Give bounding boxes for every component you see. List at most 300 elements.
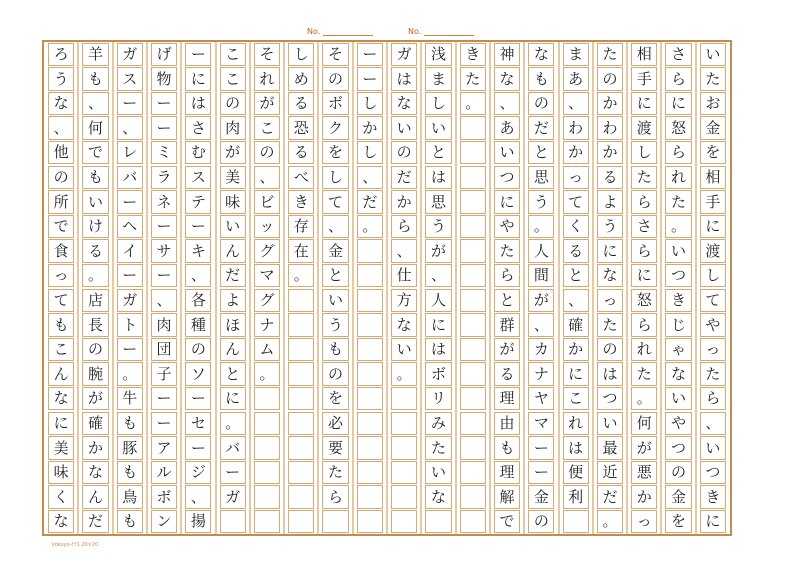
manuscript-char: な <box>671 364 687 383</box>
manuscript-char: た <box>705 364 721 383</box>
manuscript-char: る <box>568 241 584 260</box>
manuscript-char: き <box>293 192 309 211</box>
manuscript-char: や <box>671 414 687 432</box>
manuscript-char: く <box>568 217 584 236</box>
manuscript-char: ん <box>225 241 241 260</box>
manuscript-char: ボ <box>328 94 344 113</box>
manuscript-char: 腕 <box>87 364 103 383</box>
manuscript-char: 確 <box>568 315 584 334</box>
manuscript-char: は <box>430 340 446 359</box>
manuscript-char: 、 <box>568 94 584 113</box>
manuscript-char: ガ <box>396 45 412 63</box>
manuscript-column <box>216 42 250 534</box>
manuscript-char: の <box>396 143 412 162</box>
manuscript-char: と <box>225 364 241 383</box>
manuscript-char: ト <box>122 315 138 334</box>
manuscript-column <box>456 42 490 534</box>
manuscript-char: が <box>225 143 241 162</box>
manuscript-char: も <box>53 315 69 334</box>
manuscript-char: い <box>705 438 721 457</box>
manuscript-char: 思 <box>430 192 446 211</box>
manuscript-char: 美 <box>53 438 69 457</box>
manuscript-char: ッ <box>259 217 275 236</box>
manuscript-char: マ <box>259 266 275 285</box>
grid-cell <box>357 239 383 263</box>
manuscript-char: れ <box>259 69 275 88</box>
manuscript-char: が <box>533 291 549 309</box>
manuscript-char: 子 <box>156 364 172 383</box>
manuscript-char: に <box>636 266 652 285</box>
manuscript-char: て <box>568 192 584 211</box>
manuscript-char: イ <box>122 241 138 260</box>
manuscript-char: か <box>362 118 378 137</box>
grid-cell <box>460 485 486 509</box>
manuscript-char: 何 <box>636 414 652 432</box>
manuscript-char: ヘ <box>122 217 138 236</box>
grid-cell <box>460 387 486 411</box>
manuscript-char: の <box>328 364 344 383</box>
manuscript-char: っ <box>636 512 652 531</box>
manuscript-char: 相 <box>636 45 652 63</box>
manuscript-char: 種 <box>190 315 206 334</box>
manuscript-char: の <box>53 168 69 186</box>
grid-cell <box>357 362 383 386</box>
manuscript-char: め <box>293 69 309 88</box>
manuscript-char: 近 <box>602 463 618 482</box>
manuscript-char: ー <box>122 94 138 113</box>
manuscript-char: た <box>465 69 481 88</box>
manuscript-char: ボ <box>430 364 446 383</box>
manuscript-char: い <box>430 463 446 482</box>
manuscript-char: 食 <box>53 241 69 260</box>
manuscript-char: ナ <box>259 315 275 334</box>
manuscript-char: 人 <box>533 241 549 260</box>
grid-cell <box>460 190 486 214</box>
manuscript-char: っ <box>53 266 69 285</box>
manuscript-char: も <box>122 512 138 531</box>
manuscript-char: ん <box>87 487 103 506</box>
manuscript-char: け <box>87 217 103 236</box>
manuscript-char: ラ <box>156 168 172 186</box>
manuscript-char: べ <box>293 168 309 186</box>
grid-cell <box>254 436 280 460</box>
manuscript-char: か <box>636 487 652 506</box>
manuscript-char: る <box>602 168 618 186</box>
manuscript-char: な <box>396 315 412 334</box>
manuscript-char: た <box>636 364 652 383</box>
manuscript-char: う <box>533 192 549 211</box>
grid-cell <box>288 436 314 460</box>
manuscript-char: 手 <box>636 69 652 88</box>
manuscript-char: テ <box>190 192 206 211</box>
manuscript-char: ス <box>190 168 206 186</box>
grid-cell <box>460 116 486 140</box>
manuscript-char: 必 <box>328 414 344 432</box>
manuscript-char: ら <box>671 143 687 162</box>
manuscript-paper <box>42 40 732 536</box>
manuscript-char: ガ <box>122 291 138 309</box>
grid-cell <box>357 485 383 509</box>
manuscript-column <box>78 42 112 534</box>
manuscript-char: 所 <box>53 192 69 211</box>
manuscript-char: 浅 <box>430 45 446 63</box>
manuscript-char: だ <box>396 168 412 186</box>
manuscript-char: ナ <box>533 364 549 383</box>
manuscript-char: バ <box>122 168 138 186</box>
grid-cell <box>357 313 383 337</box>
manuscript-char: グ <box>259 241 275 260</box>
manuscript-char: ク <box>328 118 344 137</box>
manuscript-char: し <box>362 94 378 113</box>
manuscript-char: 、 <box>533 315 549 334</box>
manuscript-char: 、 <box>87 94 103 113</box>
manuscript-char: い <box>328 291 344 309</box>
manuscript-char: ン <box>156 512 172 531</box>
manuscript-char: い <box>671 241 687 260</box>
manuscript-char: こ <box>53 340 69 359</box>
manuscript-char: ら <box>636 315 652 334</box>
manuscript-char: 。 <box>465 94 481 113</box>
manuscript-char: リ <box>430 389 446 408</box>
manuscript-char: の <box>328 69 344 88</box>
grid-cell <box>357 436 383 460</box>
manuscript-char: む <box>190 143 206 162</box>
manuscript-char: だ <box>87 512 103 531</box>
manuscript-char: こ <box>225 69 241 88</box>
manuscript-char: 。 <box>671 217 687 236</box>
manuscript-char: 、 <box>190 266 206 285</box>
manuscript-char: や <box>705 315 721 334</box>
manuscript-char: で <box>53 217 69 236</box>
manuscript-char: こ <box>259 118 275 137</box>
manuscript-char: 。 <box>87 266 103 285</box>
manuscript-char: っ <box>602 291 618 309</box>
manuscript-char: 群 <box>499 315 515 334</box>
manuscript-char: ガ <box>122 45 138 63</box>
manuscript-char: 悪 <box>636 463 652 482</box>
manuscript-char: 店 <box>87 291 103 309</box>
grid-cell <box>254 461 280 485</box>
manuscript-char: ー <box>122 192 138 211</box>
manuscript-char: 金 <box>328 241 344 260</box>
manuscript-char: な <box>602 266 618 285</box>
manuscript-char: 、 <box>122 118 138 137</box>
grid-cell <box>288 289 314 313</box>
manuscript-char: か <box>602 94 618 113</box>
manuscript-column <box>353 42 387 534</box>
manuscript-char: か <box>568 143 584 162</box>
grid-cell <box>357 510 383 534</box>
manuscript-char: し <box>362 143 378 162</box>
manuscript-char: ー <box>122 266 138 285</box>
manuscript-char: だ <box>362 192 378 211</box>
manuscript-char: か <box>396 192 412 211</box>
manuscript-char: に <box>225 389 241 408</box>
manuscript-char: に <box>705 512 721 531</box>
manuscript-char: 。 <box>122 364 138 383</box>
manuscript-char: を <box>328 389 344 408</box>
manuscript-char: 豚 <box>122 438 138 457</box>
manuscript-char: が <box>430 241 446 260</box>
manuscript-char: た <box>328 463 344 482</box>
manuscript-char: ボ <box>156 487 172 506</box>
manuscript-char: い <box>87 192 103 211</box>
manuscript-char: が <box>259 94 275 113</box>
grid-cell <box>288 412 314 436</box>
manuscript-char: か <box>87 438 103 457</box>
manuscript-char: た <box>602 45 618 63</box>
manuscript-char: う <box>430 217 446 236</box>
manuscript-char: 。 <box>636 389 652 408</box>
manuscript-char: ミ <box>156 143 172 162</box>
manuscript-char: い <box>396 118 412 137</box>
manuscript-char: セ <box>190 414 206 432</box>
manuscript-char: な <box>87 463 103 482</box>
manuscript-char: よ <box>225 291 241 309</box>
manuscript-column <box>147 42 181 534</box>
manuscript-char: な <box>533 45 549 63</box>
grid-cell <box>288 461 314 485</box>
manuscript-char: ん <box>53 364 69 383</box>
manuscript-char: さ <box>671 45 687 63</box>
manuscript-char: し <box>636 143 652 162</box>
manuscript-char: 金 <box>533 487 549 506</box>
manuscript-char: く <box>53 487 69 506</box>
manuscript-char: ア <box>156 438 172 457</box>
manuscript-char: キ <box>190 241 206 260</box>
manuscript-char: っ <box>705 340 721 359</box>
number-blank-line <box>424 35 474 36</box>
manuscript-char: も <box>87 168 103 186</box>
manuscript-char: な <box>53 94 69 113</box>
manuscript-char: 思 <box>533 168 549 186</box>
manuscript-char: 、 <box>396 241 412 260</box>
manuscript-char: を <box>705 143 721 162</box>
manuscript-char: 確 <box>87 414 103 432</box>
manuscript-char: ら <box>328 487 344 506</box>
manuscript-char: ほ <box>225 315 241 334</box>
manuscript-char: 最 <box>602 438 618 457</box>
manuscript-char: ら <box>499 266 515 285</box>
manuscript-column <box>318 42 352 534</box>
manuscript-char: 神 <box>499 45 515 63</box>
grid-cell <box>357 412 383 436</box>
manuscript-char: ー <box>362 69 378 88</box>
grid-cell <box>460 461 486 485</box>
manuscript-char: の <box>533 512 549 531</box>
manuscript-char: 怒 <box>671 118 687 137</box>
grid-cell <box>288 338 314 362</box>
manuscript-char: に <box>430 315 446 334</box>
manuscript-char: ん <box>225 340 241 359</box>
grid-cell <box>563 510 589 534</box>
manuscript-char: 間 <box>533 266 549 285</box>
manuscript-char: ス <box>122 69 138 88</box>
manuscript-char: の <box>190 340 206 359</box>
manuscript-char: っ <box>568 168 584 186</box>
manuscript-char: の <box>259 143 275 162</box>
grid-cell <box>460 289 486 313</box>
manuscript-char: は <box>430 168 446 186</box>
manuscript-char: い <box>671 389 687 408</box>
manuscript-char: き <box>465 45 481 63</box>
manuscript-char: て <box>328 192 344 211</box>
manuscript-char: は <box>568 438 584 457</box>
manuscript-char: 揚 <box>190 512 206 531</box>
paper-footer-label: kokuyo-ｹﾃ1 20×20 <box>52 542 99 548</box>
manuscript-char: お <box>705 94 721 113</box>
manuscript-char: の <box>671 463 687 482</box>
manuscript-column <box>250 42 284 534</box>
grid-cell <box>288 313 314 337</box>
grid-cell <box>391 510 417 534</box>
manuscript-column <box>559 42 593 534</box>
manuscript-char: 方 <box>396 291 412 309</box>
manuscript-char: だ <box>533 118 549 137</box>
manuscript-char: つ <box>602 389 618 408</box>
manuscript-char: 由 <box>499 414 515 432</box>
manuscript-column <box>387 42 421 534</box>
manuscript-char: 相 <box>705 168 721 186</box>
manuscript-char: 人 <box>430 291 446 309</box>
grid-cell <box>391 412 417 436</box>
manuscript-char: 味 <box>53 463 69 482</box>
manuscript-char: ー <box>190 389 206 408</box>
manuscript-char: レ <box>122 143 138 162</box>
manuscript-char: 仕 <box>396 266 412 285</box>
manuscript-char: に <box>190 69 206 88</box>
manuscript-char: 団 <box>156 340 172 359</box>
manuscript-char: う <box>53 69 69 88</box>
manuscript-char: な <box>499 69 515 88</box>
grid-cell <box>460 141 486 165</box>
grid-cell <box>288 387 314 411</box>
manuscript-char: 物 <box>156 69 172 88</box>
manuscript-char: る <box>87 241 103 260</box>
manuscript-char: つ <box>671 438 687 457</box>
manuscript-char: だ <box>225 266 241 285</box>
manuscript-char: は <box>190 94 206 113</box>
manuscript-column <box>661 42 695 534</box>
manuscript-char: ー <box>156 389 172 408</box>
grid-cell <box>425 510 451 534</box>
manuscript-char: て <box>53 291 69 309</box>
manuscript-column <box>696 42 730 534</box>
manuscript-char: 便 <box>568 463 584 482</box>
manuscript-char: ら <box>636 192 652 211</box>
manuscript-char: さ <box>636 217 652 236</box>
manuscript-char: た <box>430 438 446 457</box>
manuscript-char: う <box>328 315 344 334</box>
manuscript-char: も <box>87 69 103 88</box>
manuscript-char: ー <box>156 414 172 432</box>
grid-cell <box>391 461 417 485</box>
manuscript-char: に <box>602 241 618 260</box>
manuscript-char: グ <box>259 291 275 309</box>
manuscript-char: 。 <box>259 364 275 383</box>
manuscript-char: る <box>293 94 309 113</box>
manuscript-char: ム <box>259 340 275 359</box>
manuscript-char: 。 <box>602 512 618 531</box>
number-label: No. <box>307 27 321 36</box>
manuscript-char: を <box>671 512 687 531</box>
manuscript-char: バ <box>225 438 241 457</box>
manuscript-char: の <box>602 69 618 88</box>
manuscript-char: を <box>328 143 344 162</box>
manuscript-char: い <box>396 340 412 359</box>
manuscript-char: あ <box>499 118 515 137</box>
manuscript-char: 、 <box>430 266 446 285</box>
grid-cell <box>357 338 383 362</box>
manuscript-char: だ <box>602 487 618 506</box>
manuscript-char: 、 <box>362 168 378 186</box>
manuscript-char: る <box>499 364 515 383</box>
grid-cell <box>460 362 486 386</box>
manuscript-column <box>524 42 558 534</box>
manuscript-char: た <box>499 241 515 260</box>
grid-cell <box>460 166 486 190</box>
grid-cell <box>460 264 486 288</box>
manuscript-char: も <box>533 69 549 88</box>
manuscript-char: 金 <box>705 118 721 137</box>
manuscript-char: き <box>705 487 721 506</box>
manuscript-char: ー <box>156 118 172 137</box>
manuscript-char: 。 <box>362 217 378 236</box>
manuscript-char: ヤ <box>533 389 549 408</box>
manuscript-char: や <box>499 217 515 236</box>
manuscript-char: 、 <box>705 414 721 432</box>
manuscript-char: 、 <box>156 291 172 309</box>
manuscript-char: こ <box>568 389 584 408</box>
manuscript-char: 長 <box>87 315 103 334</box>
manuscript-column <box>593 42 627 534</box>
manuscript-char: れ <box>636 340 652 359</box>
manuscript-char: ネ <box>156 192 172 211</box>
manuscript-char: ー <box>362 45 378 63</box>
manuscript-char: も <box>328 340 344 359</box>
manuscript-char: 、 <box>499 94 515 113</box>
manuscript-char: 他 <box>53 143 69 162</box>
manuscript-char: は <box>396 69 412 88</box>
manuscript-char: 金 <box>671 487 687 506</box>
manuscript-char: が <box>87 389 103 408</box>
manuscript-column <box>181 42 215 534</box>
manuscript-char: れ <box>568 414 584 432</box>
manuscript-char: 解 <box>499 487 515 506</box>
manuscript-char: よ <box>602 192 618 211</box>
grid-cell <box>288 362 314 386</box>
manuscript-char: が <box>499 340 515 359</box>
manuscript-char: ー <box>225 463 241 482</box>
manuscript-char: 美 <box>225 168 241 186</box>
manuscript-char: ま <box>568 45 584 63</box>
manuscript-char: 渡 <box>705 241 721 260</box>
manuscript-char: ゃ <box>671 340 687 359</box>
manuscript-char: ら <box>636 241 652 260</box>
grid-cell <box>288 485 314 509</box>
manuscript-char: ル <box>156 463 172 482</box>
manuscript-char: も <box>122 414 138 432</box>
manuscript-char: に <box>53 414 69 432</box>
grid-cell <box>357 264 383 288</box>
manuscript-char: 羊 <box>87 45 103 63</box>
manuscript-char: し <box>328 168 344 186</box>
grid-cell <box>460 215 486 239</box>
grid-cell <box>288 510 314 534</box>
manuscript-char: し <box>705 266 721 285</box>
manuscript-char: ー <box>190 438 206 457</box>
grid-cell <box>391 485 417 509</box>
